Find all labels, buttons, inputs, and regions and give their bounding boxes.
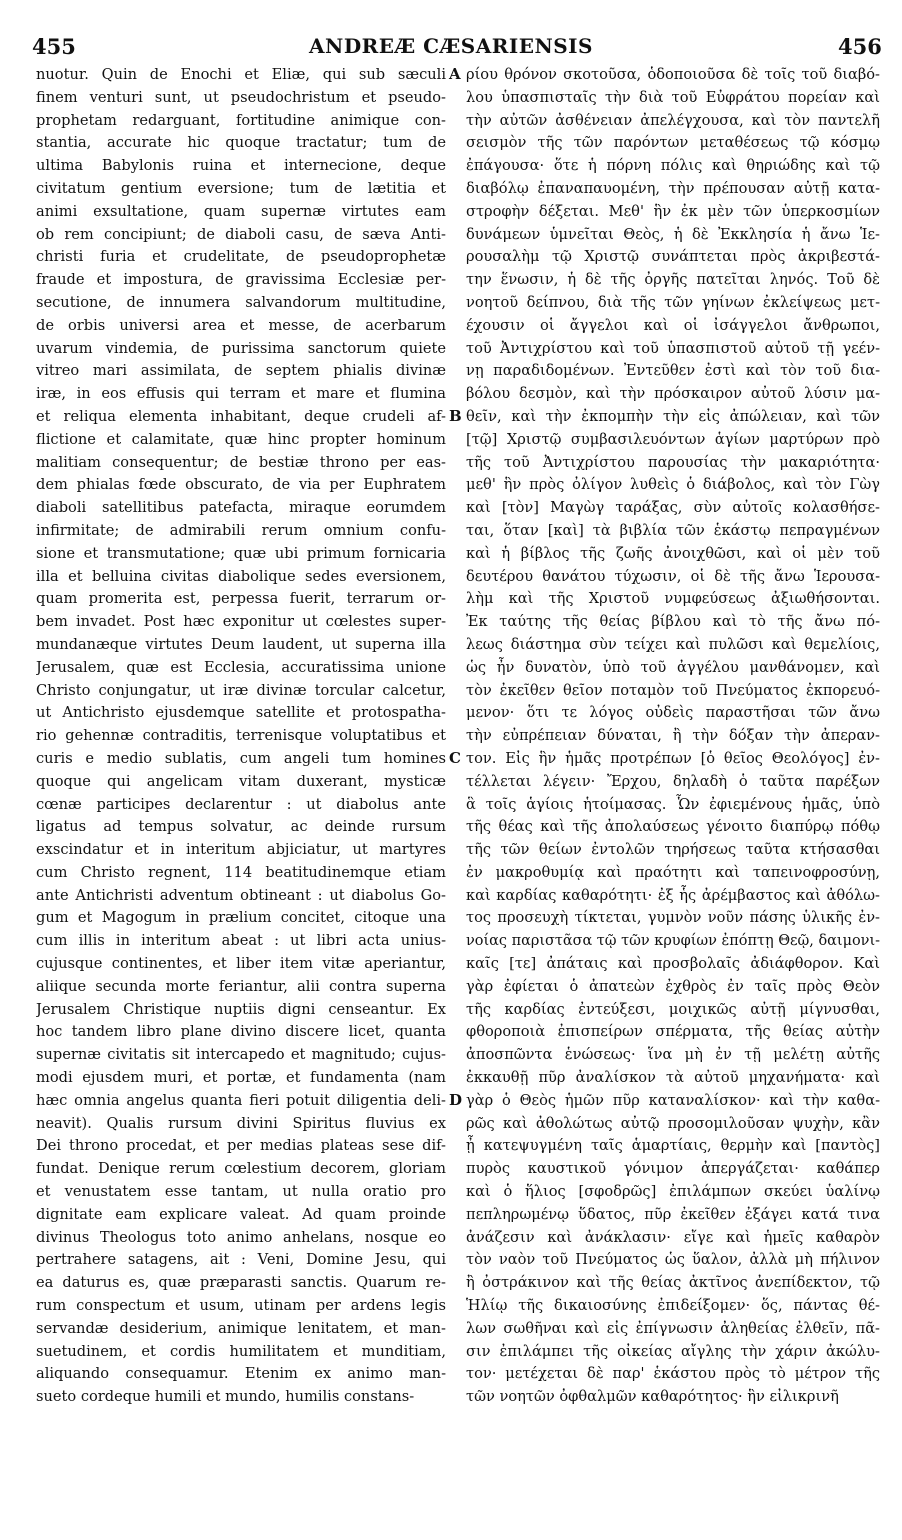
latin-text-line: dem phialas fœde obscurato, de via per Euphratem	[36, 476, 446, 494]
latin-text-line: sione et transmutatione; quæ ubi primum fornicaria	[36, 544, 446, 562]
latin-text-line: et venustatem esse tantam, ut nulla oratio pro	[36, 1183, 446, 1201]
greek-text-line: λὴμ καὶ τῆς Χριστοῦ νυμφεύσεως ἀξιωθήσονται.	[466, 590, 880, 608]
latin-text-line: ob rem concipiunt; de diaboli casu, de sæva Anti-	[36, 225, 446, 243]
latin-text-line: supernæ civitatis sit intercapedo et magnitudo; cujus-	[36, 1046, 446, 1064]
greek-text-line: ρίου θρόνον σκοτοῦσα, ὁδοποιοῦσα δὲ τοῖς τοῦ διαβό-	[466, 66, 880, 83]
latin-text-line: ligatus ad tempus solvatur, ac deinde rursum	[36, 818, 446, 836]
latin-text-line: vitreo mari assimilata, de septem phialis divinæ	[36, 362, 446, 380]
latin-text-line: curis e medio sublatis, cum angeli tum homines	[36, 749, 446, 767]
latin-text-line: fraude et impostura, de gravissima Ecclesiæ per-	[36, 271, 446, 289]
latin-text-line: diaboli satellitibus patefacta, miraque eorumdem	[36, 499, 446, 517]
greek-text-line: νοητοῦ δείπνου, διὰ τῆς τῶν γηίνων ἐκλείψεως μετ-	[466, 293, 880, 311]
greek-text-line: Ἐκ ταύτης τῆς θείας βίβλου καὶ τὸ τῆς ἄνω πό-	[466, 613, 880, 631]
greek-text-line: μενον· ὅτι τε λόγος οὐδεὶς παραστῆσαι τῶν ἄνω	[466, 704, 880, 722]
greek-text-line: τον· μετέχεται δὲ παρ' ἑκάστου πρὸς τὸ μέτρον τῆς	[466, 1365, 880, 1383]
latin-text-line: malitiam consequentur; de bestiæ throno per eas-	[36, 453, 446, 471]
greek-text-line: τέλλεται λέγειν· Ἔρχου, δηλαδὴ ὁ ταῦτα παρέξων	[466, 772, 880, 790]
latin-text-line: uvarum vindemia, de purissima sanctorum quiete	[36, 339, 446, 357]
latin-text-line: secutione, de innumera salvandorum multitudine,	[36, 293, 446, 311]
greek-text-line: δυνάμεων ὑμνεῖται Θεὸς, ἡ δὲ Ἐκκλησία ἡ ἄνω Ἱε-	[466, 225, 880, 243]
latin-text-line: modi ejusdem muri, et portæ, et fundamenta (nam	[36, 1069, 446, 1087]
latin-text-line: et reliqua elementa inhabitant, deque crudeli af-	[36, 407, 446, 425]
greek-text-line: ἃ τοῖς ἁγίοις ἡτοίμασας. Ὧν ἐφιεμένους ἡμᾶς, ὑπὸ	[466, 795, 880, 813]
latin-text-line: christi furia et crudelitate, de pseudoprophetæ	[36, 248, 446, 266]
latin-text-line: de orbis universi area et messe, de acerbarum	[36, 316, 446, 334]
latin-text-line: aliquando consequamur. Etenim ex animo man-	[36, 1365, 446, 1383]
greek-text-line: τῆς τοῦ Ἀντιχρίστου παρουσίας τὴν μακαριότητα·	[466, 453, 880, 471]
greek-text-line: σιν ἐπιλάμπει τῆς οἰκείας αἴγλης τὴν χάριν ἀκώλυ-	[466, 1342, 880, 1360]
latin-text-line: hæc omnia angelus quanta fieri potuit diligentia deli-	[36, 1091, 446, 1109]
latin-text-line: nuotur. Quin de Enochi et Eliæ, qui sub sæculi	[36, 66, 446, 83]
latin-text-line: animi exsultatione, quam supernæ virtutes eam	[36, 202, 446, 220]
greek-text-line: πεπληρωμένῳ ὕδατος, πῦρ ἐκεῖθεν ἐξάγει κατά τινα	[466, 1205, 880, 1223]
latin-text-line: dignitate eam explicare valeat. Ad quam proinde	[36, 1205, 446, 1223]
latin-text-line: ante Antichristi adventum obtineant : ut diabolus Go-	[36, 886, 446, 904]
greek-text-line: λων σωθῆναι καὶ εἰς ἐπίγνωσιν ἀληθείας ἐλθεῖν, πᾶ-	[466, 1319, 880, 1337]
latin-text-line: ea daturus es, quæ præparasti sanctis. Quarum re-	[36, 1274, 446, 1292]
latin-text-line: exscindatur et in interitum abjiciatur, ut martyres	[36, 841, 446, 859]
greek-text-line: ἐκκαυθῇ πῦρ ἀναλίσκον τὰ αὐτοῦ μηχανήματα· καὶ	[466, 1069, 880, 1087]
greek-text-line: τοῦ Ἀντιχρίστου καὶ τοῦ ὑπασπιστοῦ αὐτοῦ τῇ γεέν-	[466, 339, 880, 357]
greek-text-line: λου ὑπασπισταῖς τὴν διὰ τοῦ Εὐφράτου πορείαν καὶ	[466, 88, 880, 106]
latin-text-line: prophetam redarguant, fortitudine animique con-	[36, 111, 446, 129]
greek-text-line: [τῷ] Χριστῷ συμβασιλευόντων ἁγίων μαρτύρων πρὸ	[466, 430, 880, 448]
latin-text-line: fundat. Denique rerum cœlestium decorem, gloriam	[36, 1160, 446, 1178]
latin-text-line: infirmitate; de admirabili rerum omnium confu-	[36, 521, 446, 539]
greek-text-line: πυρὸς καυστικοῦ γόνιμον ἀπεργάζεται· καθάπερ	[466, 1160, 880, 1178]
latin-text-line: civitatum gentium eversione; tum de lætitia et	[36, 179, 446, 197]
greek-text-line: φθοροποιὰ ἐπισπείρων σπέρματα, τῆς θείας αὐτὴν	[466, 1023, 880, 1041]
greek-text-line: την ἕνωσιν, ἡ δὲ τῆς ὀργῆς πατεῖται ληνός. Τοῦ δὲ	[466, 271, 880, 289]
greek-text-line: ὡς ἦν δυνατὸν, ὑπὸ τοῦ ἀγγέλου μανθάνομεν, καὶ	[466, 658, 880, 676]
latin-text-line: Christo conjungatur, ut iræ divinæ torcular calcetur,	[36, 681, 446, 699]
latin-text-line: bem invadet. Post hæc exponitur ut cœlestes super-	[36, 613, 446, 631]
greek-text-line: τῆς θέας καὶ τῆς ἀπολαύσεως γένοιτο διαπύρῳ πόθῳ	[466, 818, 880, 836]
latin-text-line: ultima Babylonis ruina et internecione, deque	[36, 157, 446, 175]
greek-text-line: καῖς [τε] ἀπάταις καὶ προσβολαῖς ἀδιάφθορον. Καὶ	[466, 955, 880, 973]
latin-text-line: pertrahere satagens, ait : Veni, Domine Jesu, qui	[36, 1251, 446, 1269]
section-marker-b: B	[449, 407, 462, 425]
latin-text-line: cum Christo regnent, 114 beatitudinemque etiam	[36, 863, 446, 881]
greek-column	[466, 64, 880, 1409]
latin-text-line: mundanæque virtutes Deum laudent, ut superna illa	[36, 635, 446, 653]
greek-text-line: σεισμὸν τῆς τῶν παρόντων μεταθέσεως τῷ κόσμῳ	[466, 134, 880, 152]
latin-text-line: hoc tandem libro plane divino discere licet, quanta	[36, 1023, 446, 1041]
greek-text-line: ται, ὅταν [καὶ] τὰ βιβλία τῶν ἑκάστῳ πεπραγμένων	[466, 521, 880, 539]
greek-text-line: καὶ ὁ ἥλιος [σφοδρῶς] ἐπιλάμπων σκεύει ὑαλίνῳ	[466, 1183, 880, 1201]
section-marker-a: A	[449, 65, 461, 83]
greek-text-line: καὶ καρδίας καθαρότητι· ἐξ ἧς ἀρέμβαστος καὶ ἀθόλω-	[466, 886, 880, 904]
latin-text-line: neavit). Qualis rursum divini Spiritus fluvius ex	[36, 1114, 446, 1132]
latin-text-line: gum et Magogum in prælium concitet, citoque una	[36, 909, 446, 927]
section-marker-d: D	[449, 1091, 463, 1109]
greek-text-line: τῶν νοητῶν ὀφθαλμῶν καθαρότητος· ἣν εἰλικρινῆ	[466, 1388, 839, 1406]
greek-text-line: ἢ ὀστράκινον καὶ τῆς θείας ἀκτῖνος ἀνεπίδεκτον, τῷ	[466, 1274, 880, 1292]
greek-text-line: βόλου δεσμὸν, καὶ τὴν πρόσκαιρον αὐτοῦ λύσιν μα-	[466, 385, 880, 403]
left-page-number: 455	[32, 34, 76, 59]
greek-text-line: γὰρ ὁ Θεὸς ἡμῶν πῦρ καταναλίσκον· καὶ τὴν καθα-	[466, 1091, 880, 1109]
greek-text-line: τὸν ἐκεῖθεν θεῖον ποταμὸν τοῦ Πνεύματος ἐκπορευό-	[466, 681, 880, 699]
greek-text-line: διαβόλῳ ἐπαναπαυομένη, τὴν πρέπουσαν αὐτῇ κατα-	[466, 179, 880, 197]
latin-text-line: rio gehennæ contraditis, terrenisque voluptatibus et	[36, 727, 446, 745]
latin-text-line: Jerusalem, quæ est Ecclesia, accuratissima unione	[36, 658, 446, 676]
greek-text-line: ἐν μακροθυμίᾳ καὶ πραότητι καὶ ταπεινοφροσύνῃ,	[466, 863, 880, 881]
latin-text-line: ut Antichristo ejusdemque satellite et protospatha-	[36, 704, 446, 722]
latin-text-line: servandæ desiderium, animique lenitatem, et man-	[36, 1319, 446, 1337]
greek-text-line: τῆς καρδίας ἐντεύξεσι, μοιχικῶς αὐτῇ μίγνυσθαι,	[466, 1000, 880, 1018]
latin-text-line: cœnæ participes declarentur : ut diabolus ante	[36, 795, 446, 813]
latin-text-line: quoque qui angelicam vitam duxerant, mysticæ	[36, 772, 446, 790]
right-page-number: 456	[838, 34, 882, 59]
greek-text-line: ᾖ κατεψυγμένη ταῖς ἁμαρτίαις, θερμὴν καὶ [παντὸς]	[466, 1137, 880, 1155]
greek-text-line: ἀνάζεσιν καὶ ἀνάκλασιν· εἴγε καὶ ἡμεῖς καθαρὸν	[466, 1228, 880, 1246]
greek-text-line: τος προσευχὴ τίκτεται, γυμνὸν νοῦν πάσης ὑλικῆς ἐν-	[466, 909, 880, 927]
greek-text-line: τῆς τῶν θείων ἐντολῶν τηρήσεως ταῦτα κτήσασθαι	[466, 841, 880, 859]
greek-text-line: νῃ παραδιδομένων. Ἐντεῦθεν ἐστὶ καὶ τὸν τοῦ δια-	[466, 362, 880, 380]
latin-text-line: cum illis in interitum abeat : ut libri acta unius-	[36, 932, 446, 950]
greek-text-line: δευτέρου θανάτου τύχωσιν, οἱ δὲ τῆς ἄνω Ἱερουσα-	[466, 567, 880, 585]
latin-text-line: illa et belluina civitas diabolique sedes eversionem,	[36, 567, 446, 585]
greek-text-line: καὶ [τὸν] Μαγὼγ ταράξας, σὺν αὐτοῖς κολασθήσε-	[466, 499, 880, 517]
latin-text-line: sueto cordeque humili et mundo, humilis constans-	[36, 1388, 415, 1406]
latin-text-line: stantia, accurate hic quoque tractatur; tum de	[36, 134, 446, 152]
latin-text-line: divinus Theologus toto animo anhelans, nosque eo	[36, 1228, 446, 1246]
greek-text-line: ρῶς καὶ ἀθολώτως αὐτῷ προσομιλοῦσαν ψυχὴν, κἂν	[466, 1114, 880, 1132]
greek-text-line: έχουσιν οἱ ἄγγελοι καὶ οἱ ἰσάγγελοι ἄνθρωποι,	[466, 316, 880, 334]
latin-text-line: Jerusalem Christique nuptiis digni censeantur. Ex	[36, 1000, 446, 1018]
greek-text-line: στροφὴν δέξεται. Μεθ' ἣν ἐκ μὲν τῶν ὑπερκοσμίων	[466, 202, 880, 220]
running-title: ANDREÆ CÆSARIENSIS	[309, 34, 593, 58]
latin-column	[36, 64, 446, 1409]
greek-text-line: ρουσαλὴμ τῷ Χριστῷ συνάπτεται πρὸς ἀκριβεστά-	[466, 248, 880, 266]
greek-text-line: τὴν αὐτῶν ἀσθένειαν ἀπελέγχουσα, καὶ τὸν παντελῆ	[466, 111, 880, 129]
greek-text-line: μεθ' ἣν πρὸς ὀλίγον λυθεὶς ὁ διάβολος, καὶ τὸν Γὼγ	[466, 476, 880, 494]
latin-text-line: aliique secunda morte feriantur, alii contra superna	[36, 977, 446, 995]
latin-text-line: quam promerita est, perpessa fuerit, terrarum or-	[36, 590, 446, 608]
greek-text-line: Ἡλίῳ τῆς δικαιοσύνης ἐπιδείξομεν· ὅς, πάντας θέ-	[466, 1297, 880, 1315]
latin-text-line: finem venturi sunt, ut pseudochristum et pseudo-	[36, 88, 446, 106]
greek-text-line: τὴν εὐπρέπειαν δύναται, ἢ τὴν δόξαν τὴν ἀπεραν-	[466, 727, 880, 745]
latin-text-line: cujusque continentes, et liber item vitæ aperiantur,	[36, 955, 446, 973]
latin-text-line: rum conspectum et usum, utinam per ardens legis	[36, 1297, 446, 1315]
greek-text-line: ἐπάγουσα· ὅτε ἡ πόρνη πόλις καὶ θηριώδης καὶ τῷ	[466, 157, 880, 175]
latin-text-line: Dei throno procedat, et per medias plateas sese dif-	[36, 1137, 446, 1155]
greek-text-line: καὶ ἡ βίβλος τῆς ζωῆς ἀνοιχθῶσι, καὶ οἱ μὲν τοῦ	[466, 544, 880, 562]
greek-text-line: γὰρ ἐφίεται ὁ ἀπατεὼν ἐχθρὸς ἐν ταῖς πρὸς Θεὸν	[466, 977, 880, 995]
greek-text-line: τὸν ναὸν τοῦ Πνεύματος ὡς ὕαλον, ἀλλὰ μὴ πήλινον	[466, 1251, 880, 1269]
greek-text-line: θεῖν, καὶ τὴν ἐκπομπὴν τὴν εἰς ἀπώλειαν, καὶ τῶν	[466, 407, 880, 425]
latin-text-line: suetudinem, et cordis humilitatem et munditiam,	[36, 1342, 446, 1360]
greek-text-line: νοίας παριστᾶσα τῷ τῶν κρυφίων ἐπόπτῃ Θεῷ, δαιμονι-	[466, 932, 880, 950]
latin-text-line: iræ, in eos effusis qui terram et mare et flumina	[36, 385, 446, 403]
greek-text-line: ἀποσπῶντα ἑνώσεως· ἵνα μὴ ἐν τῇ μελέτῃ αὐτῆς	[466, 1046, 880, 1064]
greek-text-line: λεως διάστημα σὺν τείχει καὶ πυλῶσι καὶ θεμελίοις,	[466, 635, 880, 653]
section-marker-c: C	[449, 749, 461, 767]
latin-text-line: flictione et calamitate, quæ hinc propter hominum	[36, 430, 446, 448]
greek-text-line: τον. Εἰς ἣν ἡμᾶς προτρέπων [ὁ θεῖος Θεολόγος] ἐν-	[466, 749, 880, 767]
page-header	[0, 34, 902, 62]
